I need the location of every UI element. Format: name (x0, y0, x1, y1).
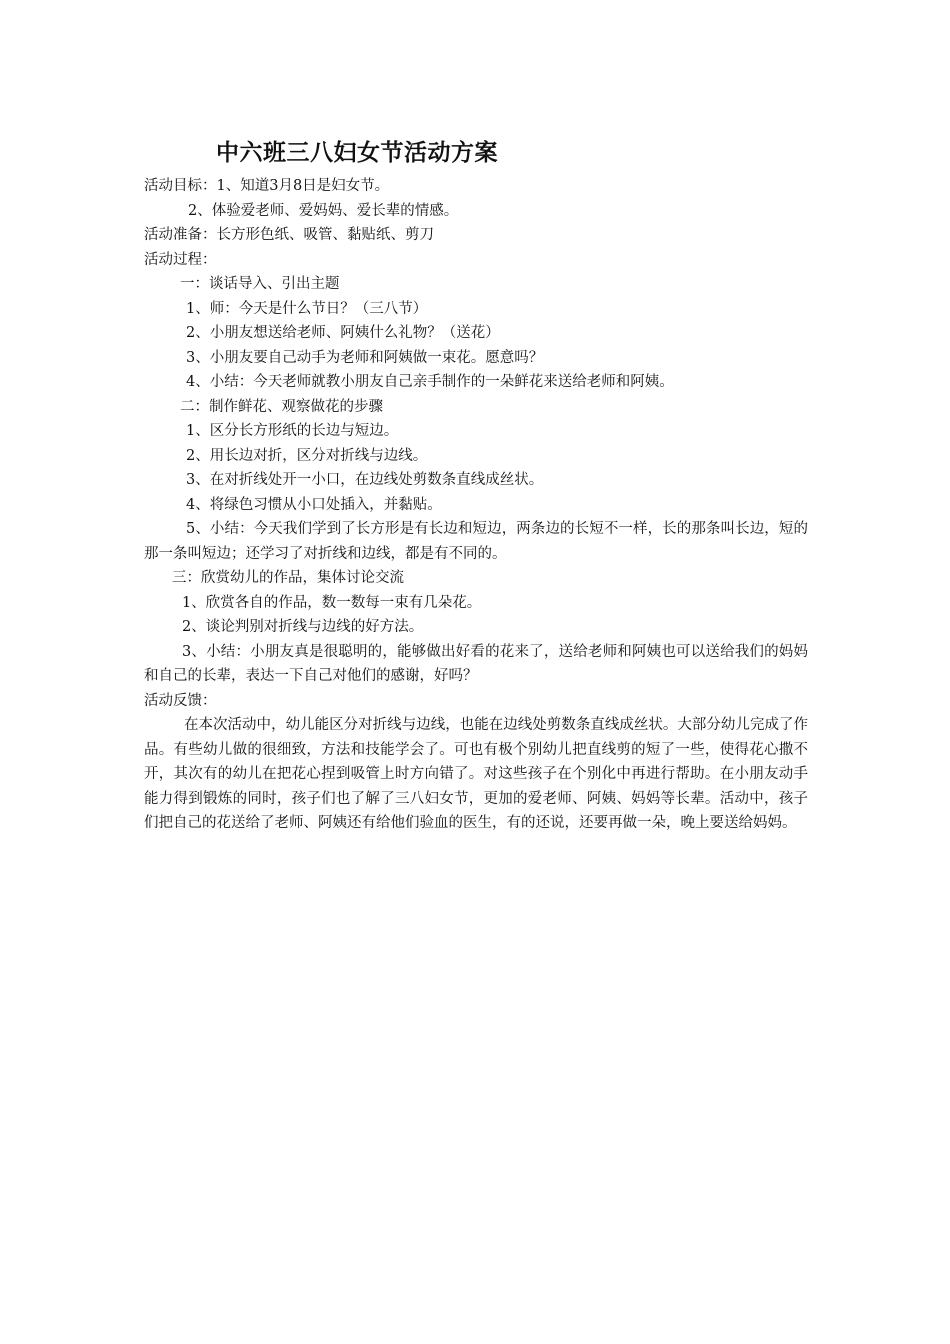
process-heading: 活动过程： (144, 251, 217, 268)
section-1-item: 3、小朋友要自己动手为老师和阿姨做一束花。愿意吗？ (186, 349, 544, 366)
section-2-item: 2、用长边对折，区分对折线与边线。 (186, 447, 428, 464)
preparation-line: 活动准备：长方形色纸、吸管、黏贴纸、剪刀 (144, 227, 434, 243)
section-2-item: 4、将绿色习惯从小口处插入，并黏贴。 (186, 496, 442, 513)
section-1-item: 1、师：今天是什么节日？（三八节） (186, 300, 428, 317)
document-body (144, 174, 808, 836)
section-1-item: 4、小结：今天老师就教小朋友自己亲手制作的一朵鲜花来送给老师和阿姨。 (186, 374, 674, 390)
section-3-summary: 3、小结：小朋友真是很聪明的，能够做出好看的花来了，送给老师和阿姨也可以送给我们的妈妈和自己的长辈，表达一下自己对他们的感谢，好吗？ (144, 643, 808, 684)
section-3-heading: 三：欣赏幼儿的作品，集体讨论交流 (172, 570, 404, 586)
section-1-item: 2、小朋友想送给老师、阿姨什么礼物？（送花） (186, 325, 500, 341)
feedback-heading: 活动反馈： (144, 692, 217, 709)
goal-line-2: 2、体验爱老师、爱妈妈、爱长辈的情感。 (188, 202, 459, 219)
section-2-item: 1、区分长方形纸的长边与短边。 (186, 423, 399, 439)
goal-line-1: 活动目标：1、知道3月8日是妇女节。 (144, 178, 390, 194)
section-2-summary: 5、小结：今天我们学到了长方形是有长边和短边，两条边的长短不一样，长的那条叫长边，短的那一条叫短边；还学习了对折线和边线，都是有不同的。 (144, 521, 808, 562)
feedback-paragraph: 在本次活动中，幼儿能区分对折线与边线，也能在边线处剪数条直线成丝状。大部分幼儿完成了作品。有些幼儿做的很细致，方法和技能学会了。可也有极个别幼儿把直线剪的短了一些，使得花心撒不开，其次有的幼儿在把花心捏到吸管上时方向错了。对这些孩子在个别化中再进行帮助。在小朋友动手能力得到锻炼的同时，孩子们也了解了三八妇女节，更加的爱老师、阿姨、妈妈等长辈。活动中，孩子们把自己的花送给了老师、阿姨还有给他们验血的医生，有的还说，还要再做一朵，晚上要送给妈妈。 (144, 717, 808, 831)
section-3-item: 1、欣赏各自的作品，数一数每一束有几朵花。 (182, 594, 482, 611)
section-2-heading: 二：制作鲜花、观察做花的步骤 (180, 398, 383, 415)
section-2-item: 3、在对折线处开一小口，在边线处剪数条直线成丝状。 (186, 472, 544, 488)
document-title: 中六班三八妇女节活动方案 (216, 140, 498, 166)
section-1-heading: 一：谈话导入、引出主题 (180, 276, 340, 292)
section-3-item: 2、谈论判别对折线与边线的好方法。 (182, 619, 424, 635)
